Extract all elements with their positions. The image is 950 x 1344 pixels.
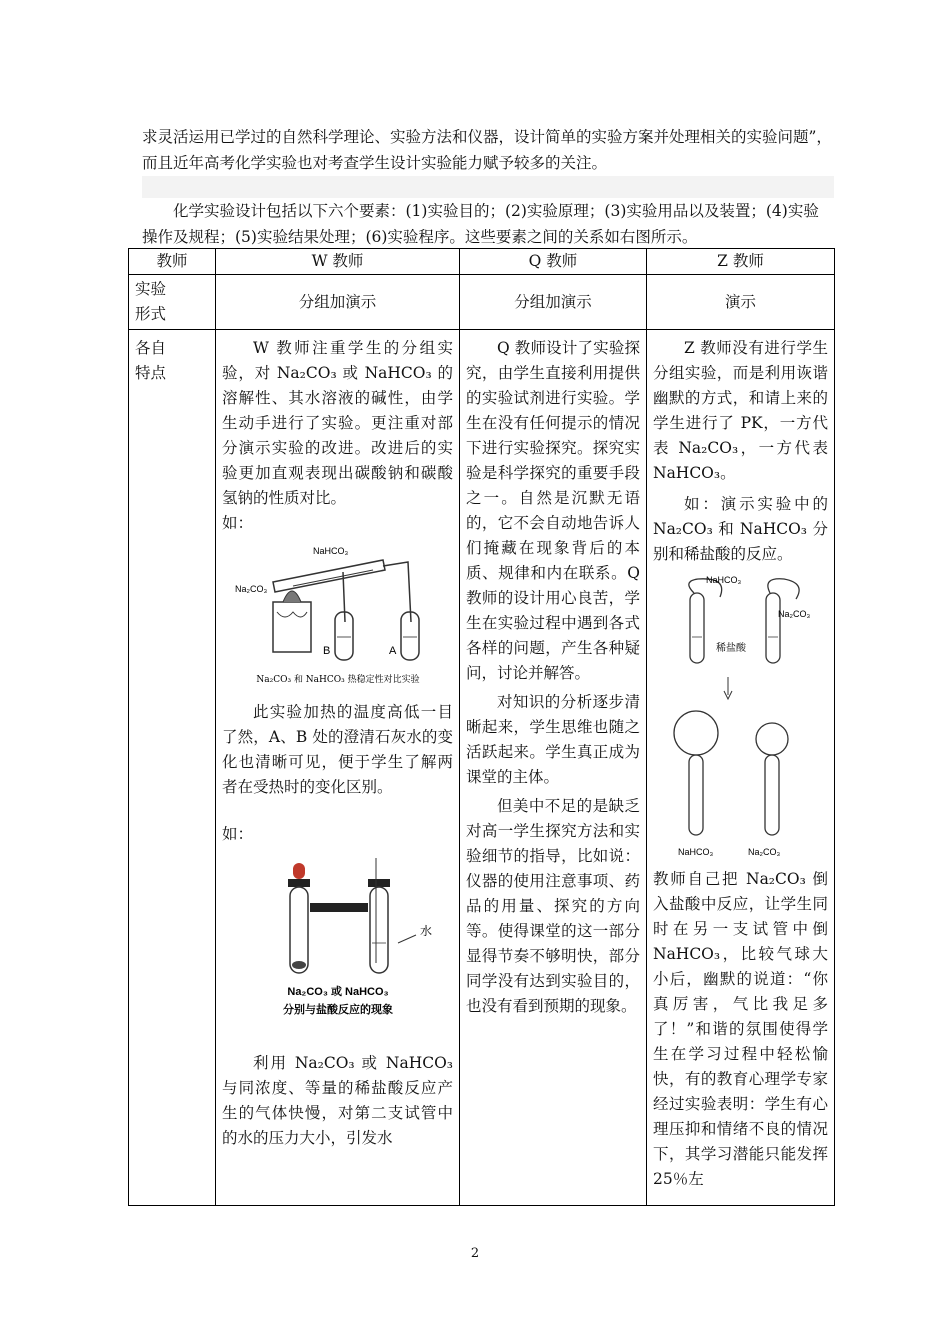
q-paragraph-1: Q 教师设计了实验探究，由学生直接利用提供的实验试剂进行实验。学生在没有任何提示的情况下进行实验探究。探究实验是科学探究的重要手段之一。自然是沉默无语的，它不会自动地告诉人们掩藏在现象背后的本质、规律和内在联系。Q 教师的设计用心良苦，学生在实验过程中遇到各式各样的问题，产生各种疑问，讨论并解答。 xyxy=(466,339,640,682)
header-q-teacher: Q 教师 xyxy=(460,249,647,275)
z-paragraph-1: Z 教师没有进行学生分组实验，而是利用诙谐幽默的方式，和请上来的学生进行了 PK，一方代表 Na₂CO₃，一方代表 NaHCO₃。 xyxy=(653,339,828,482)
z-fig-label-bottom-left: NaHCO₃ xyxy=(677,847,713,857)
z-feature-cell xyxy=(647,330,835,1206)
w-paragraph-3: 利用 Na₂CO₃ 或 NaHCO₃ 与同浓度、等量的稀盐酸反应产生的气体快慢，对第二支试管中的水的压力大小，引发水 xyxy=(222,1054,453,1147)
w-example-1: 如： xyxy=(222,514,254,532)
balloon-figure xyxy=(666,573,816,863)
form-z: 演示 xyxy=(647,275,835,330)
q-feature-cell xyxy=(460,330,647,1206)
acid-reaction-figure xyxy=(238,853,438,1033)
header-z-teacher: Z 教师 xyxy=(647,249,835,275)
z-paragraph-3: 教师自己把 Na₂CO₃ 倒入盐酸中反应，让学生同时在另一支试管中倒 NaHCO₃，比较气球大小后，幽默的说道：“你真厉害，气比我足多了！”和谐的氛围使得学生在学习过程中轻松愉快，有的教育心理学专家经过实验表明：学生有心理压抑和情绪不良的情况下，其学习潜能只能发挥 25％左 xyxy=(653,870,828,1188)
fig1-label-na2co3: Na₂CO₃ xyxy=(234,584,267,594)
w-feature-cell xyxy=(216,330,460,1206)
header-w-teacher: W 教师 xyxy=(216,249,460,275)
feature-row xyxy=(129,330,835,1206)
form-w: 分组加演示 xyxy=(216,275,460,330)
z-fig-label-bottom-right: Na₂CO₃ xyxy=(747,847,780,857)
fig1-label-nahco3: NaHCO₃ xyxy=(312,546,348,556)
feature-label xyxy=(129,330,216,1206)
fig1-caption: Na₂CO₃ 和 NaHCO₃ 热稳定性对比实验 xyxy=(255,675,420,685)
fig2-label-water: 水 xyxy=(419,924,432,938)
header-teacher: 教师 xyxy=(129,249,216,275)
intro-paragraph: 求灵活运用已学过的自然科学理论、实验方法和仪器，设计简单的实验方案并处理相关的实验问题”，而且近年高考化学实验也对考查学生设计实验能力赋予较多的关注。 xyxy=(142,128,832,172)
q-paragraph-2: 对知识的分析逐步清晰起来，学生思维也随之活跃起来。学生真正成为课堂的主体。 xyxy=(466,693,640,786)
fig1-label-b: B xyxy=(322,645,330,657)
comparison-table xyxy=(128,248,835,1206)
z-paragraph-2: 如：演示实验中的 Na₂CO₃ 和 NaHCO₃ 分别和稀盐酸的反应。 xyxy=(653,495,828,563)
z-fig-label-na2co3: Na₂CO₃ xyxy=(777,609,810,619)
q-paragraph-3: 但美中不足的是缺乏对高一学生探究方法和实验细节的指导，比如说：仪器的使用注意事项、药品的用量、探究的方向等。使得课堂的这一部分显得节奏不够明快，部分同学没有达到实验目的，也没有看到预期的现象。 xyxy=(466,797,640,1015)
form-label-line1: 实验 xyxy=(135,280,167,298)
feature-label-line1: 各自 xyxy=(135,339,167,357)
form-label xyxy=(129,275,216,330)
z-fig-label-acid: 稀盐酸 xyxy=(715,643,746,654)
form-q: 分组加演示 xyxy=(460,275,647,330)
w-paragraph-1: W 教师注重学生的分组实验，对 Na₂CO₃ 或 NaHCO₃ 的溶解性、其水溶液的碱性，由学生动手进行了实验。更注重对部分演示实验的改进。改进后的实验更加直观表现出碳酸钠和碳酸氢钠的性质对比。 xyxy=(222,339,453,507)
requirements-paragraph: 化学实验设计包括以下六个要素：(1)实验目的；(2)实验原理；(3)实验用品以及装置；(4)实验操作及规程；(5)实验结果处理；(6)实验程序。这些要素之间的关系如右图所示。 xyxy=(142,202,819,246)
w-example-2: 如： xyxy=(222,825,254,843)
form-row xyxy=(129,275,835,330)
header-row xyxy=(129,249,835,275)
fig2-caption-2: 分别与盐酸反应的现象 xyxy=(282,1003,393,1016)
fig1-label-a: A xyxy=(388,645,396,657)
page-number: 2 xyxy=(470,1246,480,1261)
form-label-line2: 形式 xyxy=(135,305,167,323)
w-paragraph-2: 此实验加热的温度高低一目了然，A、B 处的澄清石灰水的变化也清晰可见，便于学生了解两者在受热时的变化区别。 xyxy=(222,703,453,796)
highlight-band xyxy=(142,176,834,198)
feature-label-line2: 特点 xyxy=(135,364,167,382)
fig2-caption-1: Na₂CO₃ 或 NaHCO₃ xyxy=(286,986,389,998)
z-fig-label-nahco3: NaHCO₃ xyxy=(705,575,741,585)
thermal-stability-figure xyxy=(233,542,443,692)
